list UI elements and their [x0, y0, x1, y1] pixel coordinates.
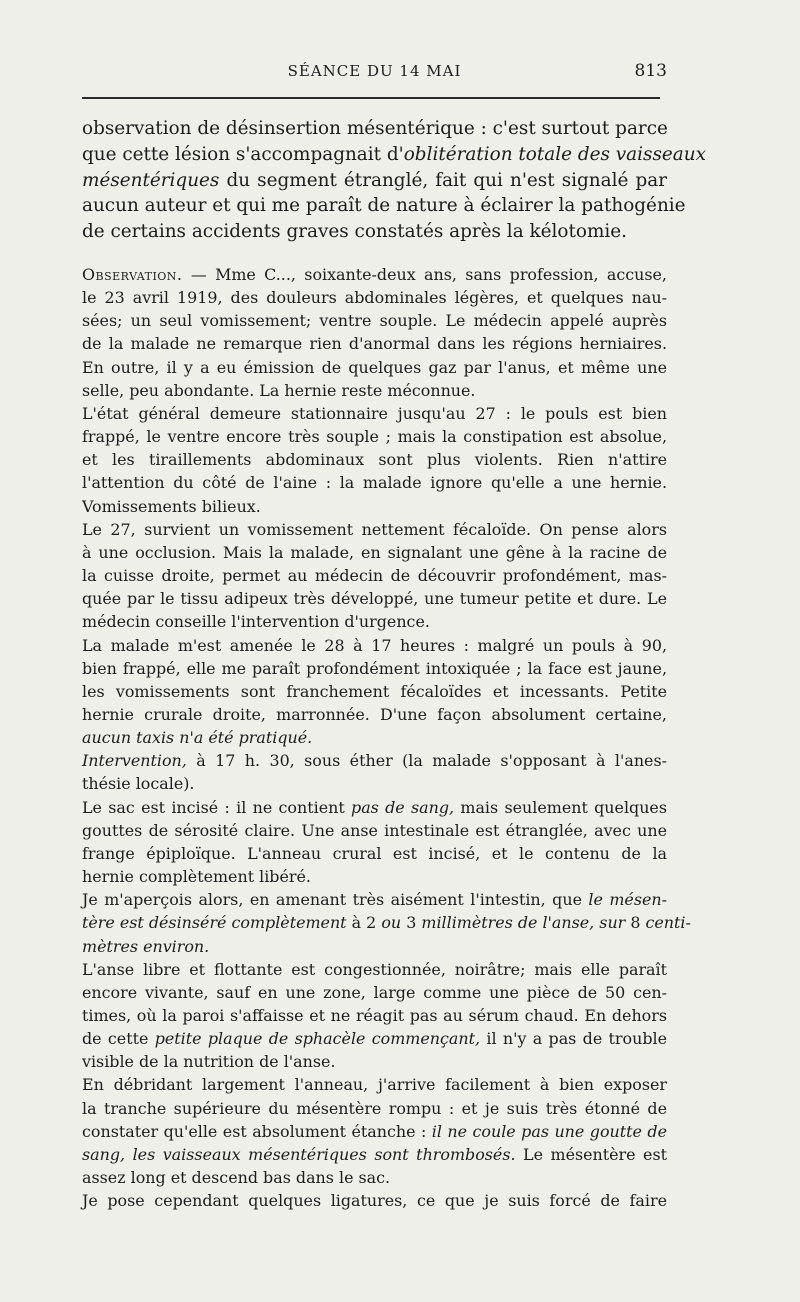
text-segment: à: [346, 913, 367, 933]
text-line: [82, 219, 667, 245]
text-line: [82, 1120, 667, 1143]
text-segment: le mésen-: [588, 890, 667, 910]
text-segment: constater qu'elle est absolument étanche :: [82, 1121, 432, 1141]
text-segment: de la malade ne remarque rien d'anormal dans les régions herniaires.: [82, 334, 667, 354]
text-line: [82, 168, 667, 194]
text-segment: le 23 avril 1919, des douleurs abdominales légères, et quelques nau-: [82, 288, 667, 308]
text-segment: millimètres de l'anse, sur: [421, 913, 626, 933]
text-segment: L'état général demeure stationnaire jusqu'au 27 : le pouls est bien: [82, 403, 667, 423]
text-segment: à 17 h. 30, sous éther (la malade s'opposant à l'anes-: [186, 751, 667, 771]
text-segment: 2: [366, 913, 377, 933]
text-line: [82, 332, 667, 355]
text-segment: L'anse libre et flottante est congestionnée, noirâtre; mais elle paraît: [82, 959, 667, 979]
text-segment: à une occlusion. Mais la malade, en signalant une gêne à la racine de: [82, 542, 667, 562]
text-line: [82, 819, 667, 842]
text-segment: frappé, le ventre encore très souple ; mais la constipation est absolue,: [82, 427, 667, 447]
text-segment: que cette lésion s'accompagnait d': [82, 143, 404, 165]
text-segment: Le sac est incisé : il ne contient: [82, 797, 352, 817]
text-segment: Je m'aperçois alors, en amenant très aisément l'intestin, que: [82, 890, 589, 910]
text-line: [82, 263, 667, 286]
text-segment: Intervention,: [82, 751, 187, 771]
text-line: [82, 379, 667, 402]
text-segment: bien frappé, elle me paraît profondément intoxiquée ; la face est jaune,: [82, 658, 667, 678]
text-line: [82, 564, 667, 587]
text-segment: les vomissements sont franchement fécaloïdes et incessants. Petite: [82, 681, 667, 701]
text-segment: Je pose cependant quelques ligatures, ce que je suis forcé de faire: [82, 1191, 667, 1211]
text-segment: médecin conseille l'intervention d'urgence.: [82, 612, 430, 632]
text-line: [82, 356, 667, 379]
text-segment: sées; un seul vomissement; ventre souple. Le médecin appelé auprès: [82, 311, 667, 331]
text-segment: observation de désinsertion mésentérique : c'est surtout parce: [82, 118, 668, 139]
text-line: [82, 865, 667, 888]
text-segment: aucun taxis n'a été pratiqué.: [82, 728, 313, 748]
text-line: [82, 471, 667, 494]
text-line: [82, 680, 667, 703]
text-line: [82, 116, 667, 142]
text-segment: En outre, il y a eu émission de quelques gaz par l'anus, et même une: [82, 357, 667, 377]
text-segment: oblitération totale des vaisseaux: [403, 143, 706, 165]
text-line: [82, 142, 706, 168]
text-segment: Le 27, survient un vomissement nettement fécaloïde. On pense alors: [82, 519, 667, 539]
text-segment: l'attention du côté de l'aine : la malade ignore qu'elle a une hernie.: [82, 473, 667, 493]
page-number: 813: [634, 61, 667, 81]
text-segment: 8: [625, 913, 646, 933]
text-line: [82, 1027, 667, 1050]
text-line: [82, 1050, 667, 1073]
text-line: [82, 634, 667, 657]
text-line: [82, 657, 667, 680]
running-title: SÉANCE DU 14 MAI: [287, 62, 462, 80]
text-segment: il n'y a pas de trouble: [480, 1029, 667, 1049]
text-segment: aucun auteur et qui me paraît de nature à éclairer la pathogénie: [82, 195, 686, 217]
page-header: [82, 58, 667, 88]
text-line: [82, 587, 667, 610]
text-segment: quée par le tissu adipeux très développé, une tumeur petite et dure. Le: [82, 589, 667, 609]
text-line: [82, 610, 667, 633]
text-segment: la cuisse droite, permet au médecin de découvrir profondément, mas-: [82, 566, 667, 586]
observation-text: [82, 263, 691, 1212]
text-segment: frange épiploïque. L'anneau crural est incisé, et le contenu de la: [82, 843, 667, 863]
text-segment: pas de sang,: [351, 797, 455, 817]
text-line: [82, 541, 667, 564]
text-segment: — Mme C..., soixante-deux ans, sans profession, accuse,: [182, 265, 667, 284]
text-line: [82, 286, 667, 309]
text-segment: hernie crurale droite, marronnée. D'une façon absolument certaine,: [82, 704, 667, 724]
text-segment: 3: [401, 913, 422, 933]
text-line: [82, 1004, 667, 1027]
text-segment: du segment étranglé, fait qui n'est signalé par: [219, 169, 667, 191]
text-line: [82, 1097, 667, 1120]
text-segment: mésentériques: [82, 169, 220, 191]
text-segment: ou: [381, 913, 402, 933]
text-line: [82, 402, 667, 425]
text-line: [82, 1073, 667, 1096]
text-segment: gouttes de sérosité claire. Une anse intestinale est étranglée, avec une: [82, 820, 667, 840]
text-segment: il ne coule pas une goutte de: [431, 1121, 667, 1141]
text-line: [82, 911, 691, 934]
text-line: [82, 1189, 667, 1212]
text-segment: petite plaque de sphacèle commençant,: [154, 1029, 481, 1049]
text-line: [82, 772, 667, 795]
intro-paragraph: [82, 116, 706, 245]
text-line: [82, 518, 667, 541]
text-line: [82, 1143, 667, 1166]
text-line: [82, 309, 667, 332]
text-segment: assez long et descend bas dans le sac.: [82, 1168, 391, 1188]
text-line: [82, 1166, 667, 1189]
text-line: [82, 193, 686, 219]
text-segment: Observation.: [82, 265, 183, 284]
text-line: [82, 796, 667, 819]
text-line: [82, 495, 667, 518]
text-line: [82, 703, 667, 726]
text-segment: Vomissements bilieux.: [82, 496, 261, 516]
text-line: [82, 888, 667, 911]
text-segment: tère est désinséré complètement: [82, 913, 347, 933]
text-segment: En débridant largement l'anneau, j'arrive facilement à bien exposer: [82, 1075, 667, 1095]
text-line: [82, 981, 667, 1004]
text-line: [82, 448, 667, 471]
text-line: [82, 749, 667, 772]
text-segment: et les tiraillements abdominaux sont plus violents. Rien n'attire: [82, 450, 667, 470]
text-segment: Le mésentère est: [515, 1144, 667, 1164]
text-line: [82, 726, 667, 749]
text-segment: selle, peu abondante. La hernie reste méconnue.: [82, 380, 476, 400]
text-segment: de cette: [82, 1029, 155, 1049]
text-segment: La malade m'est amenée le 28 à 17 heures : malgré un pouls à 90,: [82, 635, 667, 655]
text-segment: encore vivante, sauf en une zone, large comme une pièce de 50 cen-: [82, 982, 667, 1002]
text-line: [82, 425, 667, 448]
text-segment: sang, les vaisseaux mésentériques sont thrombosés.: [82, 1144, 516, 1164]
text-segment: times, où la paroi s'affaisse et ne réagit pas au sérum chaud. En dehors: [82, 1006, 667, 1025]
text-segment: hernie complètement libéré.: [82, 867, 311, 887]
text-segment: de certains accidents graves constatés après la kélotomie.: [82, 221, 627, 243]
text-segment: thésie locale).: [82, 774, 195, 794]
text-line: [82, 935, 667, 958]
text-segment: centi-: [645, 913, 691, 933]
text-segment: visible de la nutrition de l'anse.: [82, 1052, 336, 1072]
text-segment: la tranche supérieure du mésentère rompu : et je suis très étonné de: [82, 1098, 667, 1118]
text-segment: mètres environ.: [82, 936, 210, 956]
text-line: [82, 958, 667, 981]
header-rule: [82, 97, 660, 99]
text-line: [82, 842, 667, 865]
text-segment: mais seulement quelques: [454, 797, 667, 817]
